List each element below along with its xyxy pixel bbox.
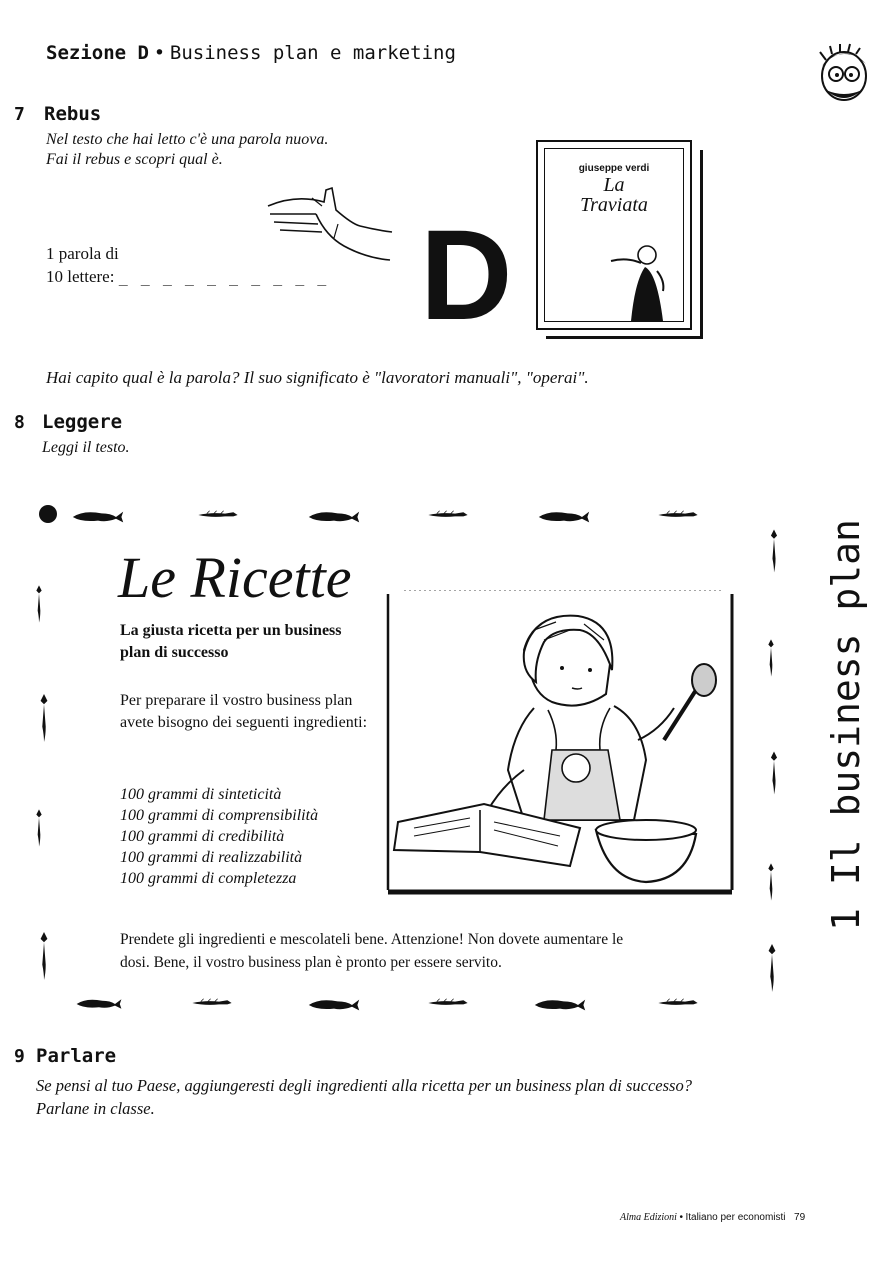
rebus-instruction-line: Fai il rebus e scopri qual è. xyxy=(46,151,223,168)
rebus-letter: D xyxy=(420,204,513,347)
fish-icon xyxy=(36,809,41,846)
fish-icon xyxy=(771,752,777,795)
fish-icon xyxy=(658,999,697,1005)
fish-icon xyxy=(535,1000,585,1011)
fish-icon xyxy=(539,512,589,523)
bullet-dot xyxy=(39,505,57,523)
section-subject: Business plan e marketing xyxy=(169,42,456,64)
answer-blanks: _ _ _ _ _ _ _ _ _ _ xyxy=(118,268,329,286)
poster-title xyxy=(545,175,683,215)
cook-illustration xyxy=(384,590,734,900)
ingredient-item: 100 grammi di sinteticità xyxy=(120,786,282,803)
rebus-word-count xyxy=(46,242,328,289)
poster-title-line: La xyxy=(603,174,625,196)
fish-icon xyxy=(309,512,359,523)
footer-bullet: • xyxy=(679,1212,683,1223)
recipe-closing: Prendete gli ingredienti e mescolateli bene. Attenzione! Non dovete aumentare le dosi. Bene, il vostro business plan è pronto per essere servito. xyxy=(120,931,624,971)
rebus-instruction-line: Nel testo che hai letto c'è una parola nuova. xyxy=(46,131,329,148)
footer-publisher: Alma Edizioni xyxy=(620,1212,677,1223)
leggere-instruction: Leggi il testo. xyxy=(42,439,130,456)
fish-icon xyxy=(41,932,48,980)
fish-icon xyxy=(36,585,41,622)
ingredient-item: 100 grammi di realizzabilità xyxy=(120,849,303,866)
exercise-8-title: Leggere xyxy=(42,411,123,433)
section-label: Sezione D xyxy=(46,42,149,64)
exercise-9-title: Parlare xyxy=(36,1045,117,1067)
parlare-instruction-line: Se pensi al tuo Paese, aggiungeresti degli ingredienti alla ricetta per un business plan di successo? xyxy=(36,1076,692,1095)
singer-figure-icon xyxy=(601,241,681,321)
fish-icon xyxy=(77,999,122,1009)
ingredient-item: 100 grammi di credibilità xyxy=(120,828,285,845)
parlare-instructions xyxy=(36,1074,692,1120)
page-footer xyxy=(620,1212,805,1223)
exercise-9-number: 9 xyxy=(14,1046,25,1067)
ingredient-item: 100 grammi di comprensibilità xyxy=(120,807,319,824)
exercise-7-number: 7 xyxy=(14,104,25,125)
page-number: 79 xyxy=(794,1212,806,1223)
ingredient-list xyxy=(120,784,318,889)
fish-icon xyxy=(73,512,123,523)
section-header xyxy=(46,42,456,65)
traviata-poster xyxy=(536,140,704,338)
word-count-line: 1 parola di xyxy=(46,244,119,263)
fish-icon xyxy=(658,511,697,517)
ingredient-item: 100 grammi di completezza xyxy=(120,870,297,887)
poster-title-line: Traviata xyxy=(580,194,648,216)
header-bullet: • xyxy=(153,42,166,64)
rebus-question: Hai capito qual è la parola? Il suo significato è "lavoratori manuali", "operai". xyxy=(46,368,589,387)
poster-composer: giuseppe verdi xyxy=(578,163,650,174)
rebus-instructions xyxy=(46,130,328,170)
fish-icon xyxy=(309,1000,359,1011)
fish-icon xyxy=(768,863,773,900)
fish-icon xyxy=(192,999,231,1005)
fish-icon xyxy=(198,511,237,517)
exercise-7-title: Rebus xyxy=(44,103,102,125)
fish-icon xyxy=(768,639,773,676)
recipe-subtitle: La giusta ricetta per un business plan di successo xyxy=(120,622,342,661)
fish-icon xyxy=(41,694,48,742)
chapter-side-tab-label: 1 Il business plan xyxy=(824,519,868,931)
fish-icon xyxy=(428,511,467,517)
word-count-line: 10 lettere: xyxy=(46,267,115,286)
footer-book: Italiano per economisti xyxy=(685,1212,786,1223)
fish-icon xyxy=(771,530,777,573)
exercise-8-number: 8 xyxy=(14,412,25,433)
recipe-intro: Per preparare il vostro business plan avete bisogno dei seguenti ingredienti: xyxy=(120,692,368,731)
fish-icon xyxy=(428,999,467,1005)
parlare-instruction-line: Parlane in classe. xyxy=(36,1099,155,1118)
chapter-side-tab xyxy=(818,520,874,930)
mascot-face-icon xyxy=(812,40,874,106)
fish-icon xyxy=(769,944,776,992)
recipe-title: Le Ricette xyxy=(118,545,352,610)
